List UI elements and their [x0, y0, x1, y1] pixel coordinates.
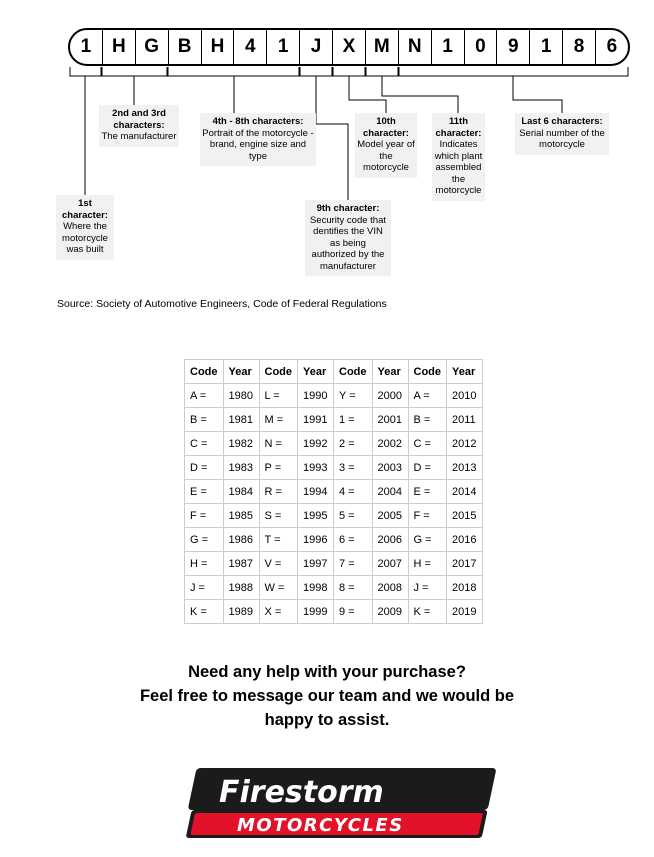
- code-cell: T =: [259, 528, 298, 552]
- year-cell: 1987: [223, 552, 259, 576]
- year-cell: 2019: [447, 600, 483, 624]
- column-header: Code: [408, 360, 447, 384]
- code-cell: 5 =: [334, 504, 373, 528]
- code-cell: H =: [185, 552, 224, 576]
- callout-body: Where the motorcycle was built: [62, 221, 108, 255]
- callout-body: Indicates which plant assembled the motorcycle: [434, 139, 483, 196]
- code-cell: R =: [259, 480, 298, 504]
- year-cell: 1992: [298, 432, 334, 456]
- year-cell: 2002: [372, 432, 408, 456]
- column-header: Code: [334, 360, 373, 384]
- callout-body: Portrait of the motorcycle - brand, engine size and type: [202, 127, 314, 162]
- vin-character: H: [103, 30, 136, 64]
- column-header: Year: [372, 360, 408, 384]
- vin-character: 9: [497, 30, 530, 64]
- callout-heading: 4th - 8th characters:: [212, 116, 304, 127]
- year-cell: 2018: [447, 576, 483, 600]
- model-year-code-table: [184, 359, 483, 624]
- year-cell: 2009: [372, 600, 408, 624]
- code-cell: 7 =: [334, 552, 373, 576]
- table-row: [185, 504, 483, 528]
- table-row: [185, 576, 483, 600]
- help-line-3: happy to assist.: [264, 711, 390, 729]
- year-cell: 2014: [447, 480, 483, 504]
- code-cell: F =: [408, 504, 447, 528]
- code-cell: S =: [259, 504, 298, 528]
- vin-character: 4: [234, 30, 267, 64]
- year-cell: 1982: [223, 432, 259, 456]
- help-message: [0, 660, 654, 732]
- code-cell: 3 =: [334, 456, 373, 480]
- code-cell: E =: [408, 480, 447, 504]
- column-header: Code: [185, 360, 224, 384]
- code-cell: V =: [259, 552, 298, 576]
- table-row: [185, 552, 483, 576]
- code-cell: B =: [408, 408, 447, 432]
- column-header: Year: [223, 360, 259, 384]
- year-cell: 1990: [298, 384, 334, 408]
- source-note: Source: Society of Automotive Engineers, Code of Federal Regulations: [57, 298, 387, 310]
- code-cell: B =: [185, 408, 224, 432]
- year-cell: 1981: [223, 408, 259, 432]
- year-cell: 1980: [223, 384, 259, 408]
- code-cell: 4 =: [334, 480, 373, 504]
- vin-character: 1: [432, 30, 465, 64]
- code-cell: A =: [408, 384, 447, 408]
- column-header: Year: [298, 360, 334, 384]
- logo-wordmark: Firestorm: [219, 775, 384, 810]
- code-cell: G =: [408, 528, 447, 552]
- code-cell: P =: [259, 456, 298, 480]
- vin-character: 1: [530, 30, 563, 64]
- year-cell: 2003: [372, 456, 408, 480]
- code-cell: 2 =: [334, 432, 373, 456]
- code-cell: L =: [259, 384, 298, 408]
- code-cell: 6 =: [334, 528, 373, 552]
- code-cell: D =: [185, 456, 224, 480]
- callout-heading: 11th character:: [435, 116, 482, 139]
- callout-10th-character: [355, 113, 417, 178]
- callout-body: Serial number of the motorcycle: [519, 127, 605, 150]
- year-cell: 1997: [298, 552, 334, 576]
- logo-subtitle: MOTORCYCLES: [237, 815, 404, 836]
- year-cell: 2011: [447, 408, 483, 432]
- code-cell: M =: [259, 408, 298, 432]
- table-row: [185, 384, 483, 408]
- callout-1st-character: [56, 195, 114, 260]
- year-cell: 1991: [298, 408, 334, 432]
- code-cell: X =: [259, 600, 298, 624]
- vin-character: J: [300, 30, 333, 64]
- code-cell: K =: [408, 600, 447, 624]
- callout-body: Model year of the motorcycle: [357, 139, 415, 173]
- vin-character: 0: [465, 30, 498, 64]
- year-cell: 2008: [372, 576, 408, 600]
- year-cell: 2001: [372, 408, 408, 432]
- year-cell: 1986: [223, 528, 259, 552]
- year-cell: 1999: [298, 600, 334, 624]
- code-cell: G =: [185, 528, 224, 552]
- code-cell: C =: [408, 432, 447, 456]
- year-cell: 2000: [372, 384, 408, 408]
- vin-character: B: [169, 30, 202, 64]
- vin-number-strip: [68, 28, 630, 66]
- callout-body: Security code that dentifies the VIN as being authorized by the manufacturer: [309, 214, 387, 272]
- callout-heading: 10th character:: [363, 116, 409, 139]
- year-cell: 1989: [223, 600, 259, 624]
- table-row: [185, 456, 483, 480]
- table-header-row: [185, 360, 483, 384]
- code-cell: Y =: [334, 384, 373, 408]
- column-header: Year: [447, 360, 483, 384]
- year-cell: 1988: [223, 576, 259, 600]
- vin-character: H: [202, 30, 235, 64]
- code-cell: 8 =: [334, 576, 373, 600]
- vin-character: 6: [606, 36, 618, 57]
- code-cell: J =: [408, 576, 447, 600]
- code-cell: K =: [185, 600, 224, 624]
- callout-last-6-characters: [515, 113, 609, 155]
- year-cell: 2010: [447, 384, 483, 408]
- vin-character: G: [136, 30, 169, 64]
- vin-character: N: [399, 30, 432, 64]
- callout-heading: 9th character:: [316, 203, 380, 214]
- callout-heading: 2nd and 3rd characters:: [112, 108, 166, 131]
- year-cell: 1983: [223, 456, 259, 480]
- callout-4th-8th-characters: [200, 113, 316, 166]
- code-cell: C =: [185, 432, 224, 456]
- code-cell: J =: [185, 576, 224, 600]
- year-cell: 1995: [298, 504, 334, 528]
- vin-character: 1: [70, 30, 103, 64]
- code-cell: W =: [259, 576, 298, 600]
- year-cell: 2016: [447, 528, 483, 552]
- code-cell: N =: [259, 432, 298, 456]
- year-cell: 1993: [298, 456, 334, 480]
- year-cell: 1998: [298, 576, 334, 600]
- help-line-2: Feel free to message our team and we would be: [139, 687, 515, 705]
- vin-character: 8: [563, 30, 596, 64]
- callout-heading: 1st character:: [62, 198, 108, 221]
- year-cell: 2004: [372, 480, 408, 504]
- code-cell: A =: [185, 384, 224, 408]
- code-cell: F =: [185, 504, 224, 528]
- year-cell: 1996: [298, 528, 334, 552]
- callout-heading: Last 6 characters:: [521, 116, 603, 127]
- year-cell: 2012: [447, 432, 483, 456]
- year-cell: 2007: [372, 552, 408, 576]
- year-cell: 2005: [372, 504, 408, 528]
- code-cell: D =: [408, 456, 447, 480]
- vin-character: 1: [267, 30, 300, 64]
- callout-body: The manufacturer: [101, 131, 177, 142]
- year-cell: 2015: [447, 504, 483, 528]
- code-cell: 9 =: [334, 600, 373, 624]
- code-cell: H =: [408, 552, 447, 576]
- callout-9th-character: [305, 200, 391, 276]
- year-cell: 2006: [372, 528, 408, 552]
- code-cell: E =: [185, 480, 224, 504]
- vin-character: X: [333, 30, 366, 64]
- vin-character: M: [366, 30, 399, 64]
- year-cell: 1984: [223, 480, 259, 504]
- year-cell: 1985: [223, 504, 259, 528]
- code-cell: 1 =: [334, 408, 373, 432]
- table-row: [185, 408, 483, 432]
- table-row: [185, 600, 483, 624]
- year-cell: 1994: [298, 480, 334, 504]
- year-cell: 2017: [447, 552, 483, 576]
- table-row: [185, 432, 483, 456]
- help-line-1: Need any help with your purchase?: [188, 663, 466, 681]
- table-row: [185, 528, 483, 552]
- callout-2nd-3rd-characters: [99, 105, 179, 147]
- table-row: [185, 480, 483, 504]
- column-header: Code: [259, 360, 298, 384]
- callout-11th-character: [432, 113, 485, 201]
- firestorm-motorcycles-logo: [175, 766, 505, 846]
- logo-graphic: [175, 766, 505, 846]
- year-cell: 2013: [447, 456, 483, 480]
